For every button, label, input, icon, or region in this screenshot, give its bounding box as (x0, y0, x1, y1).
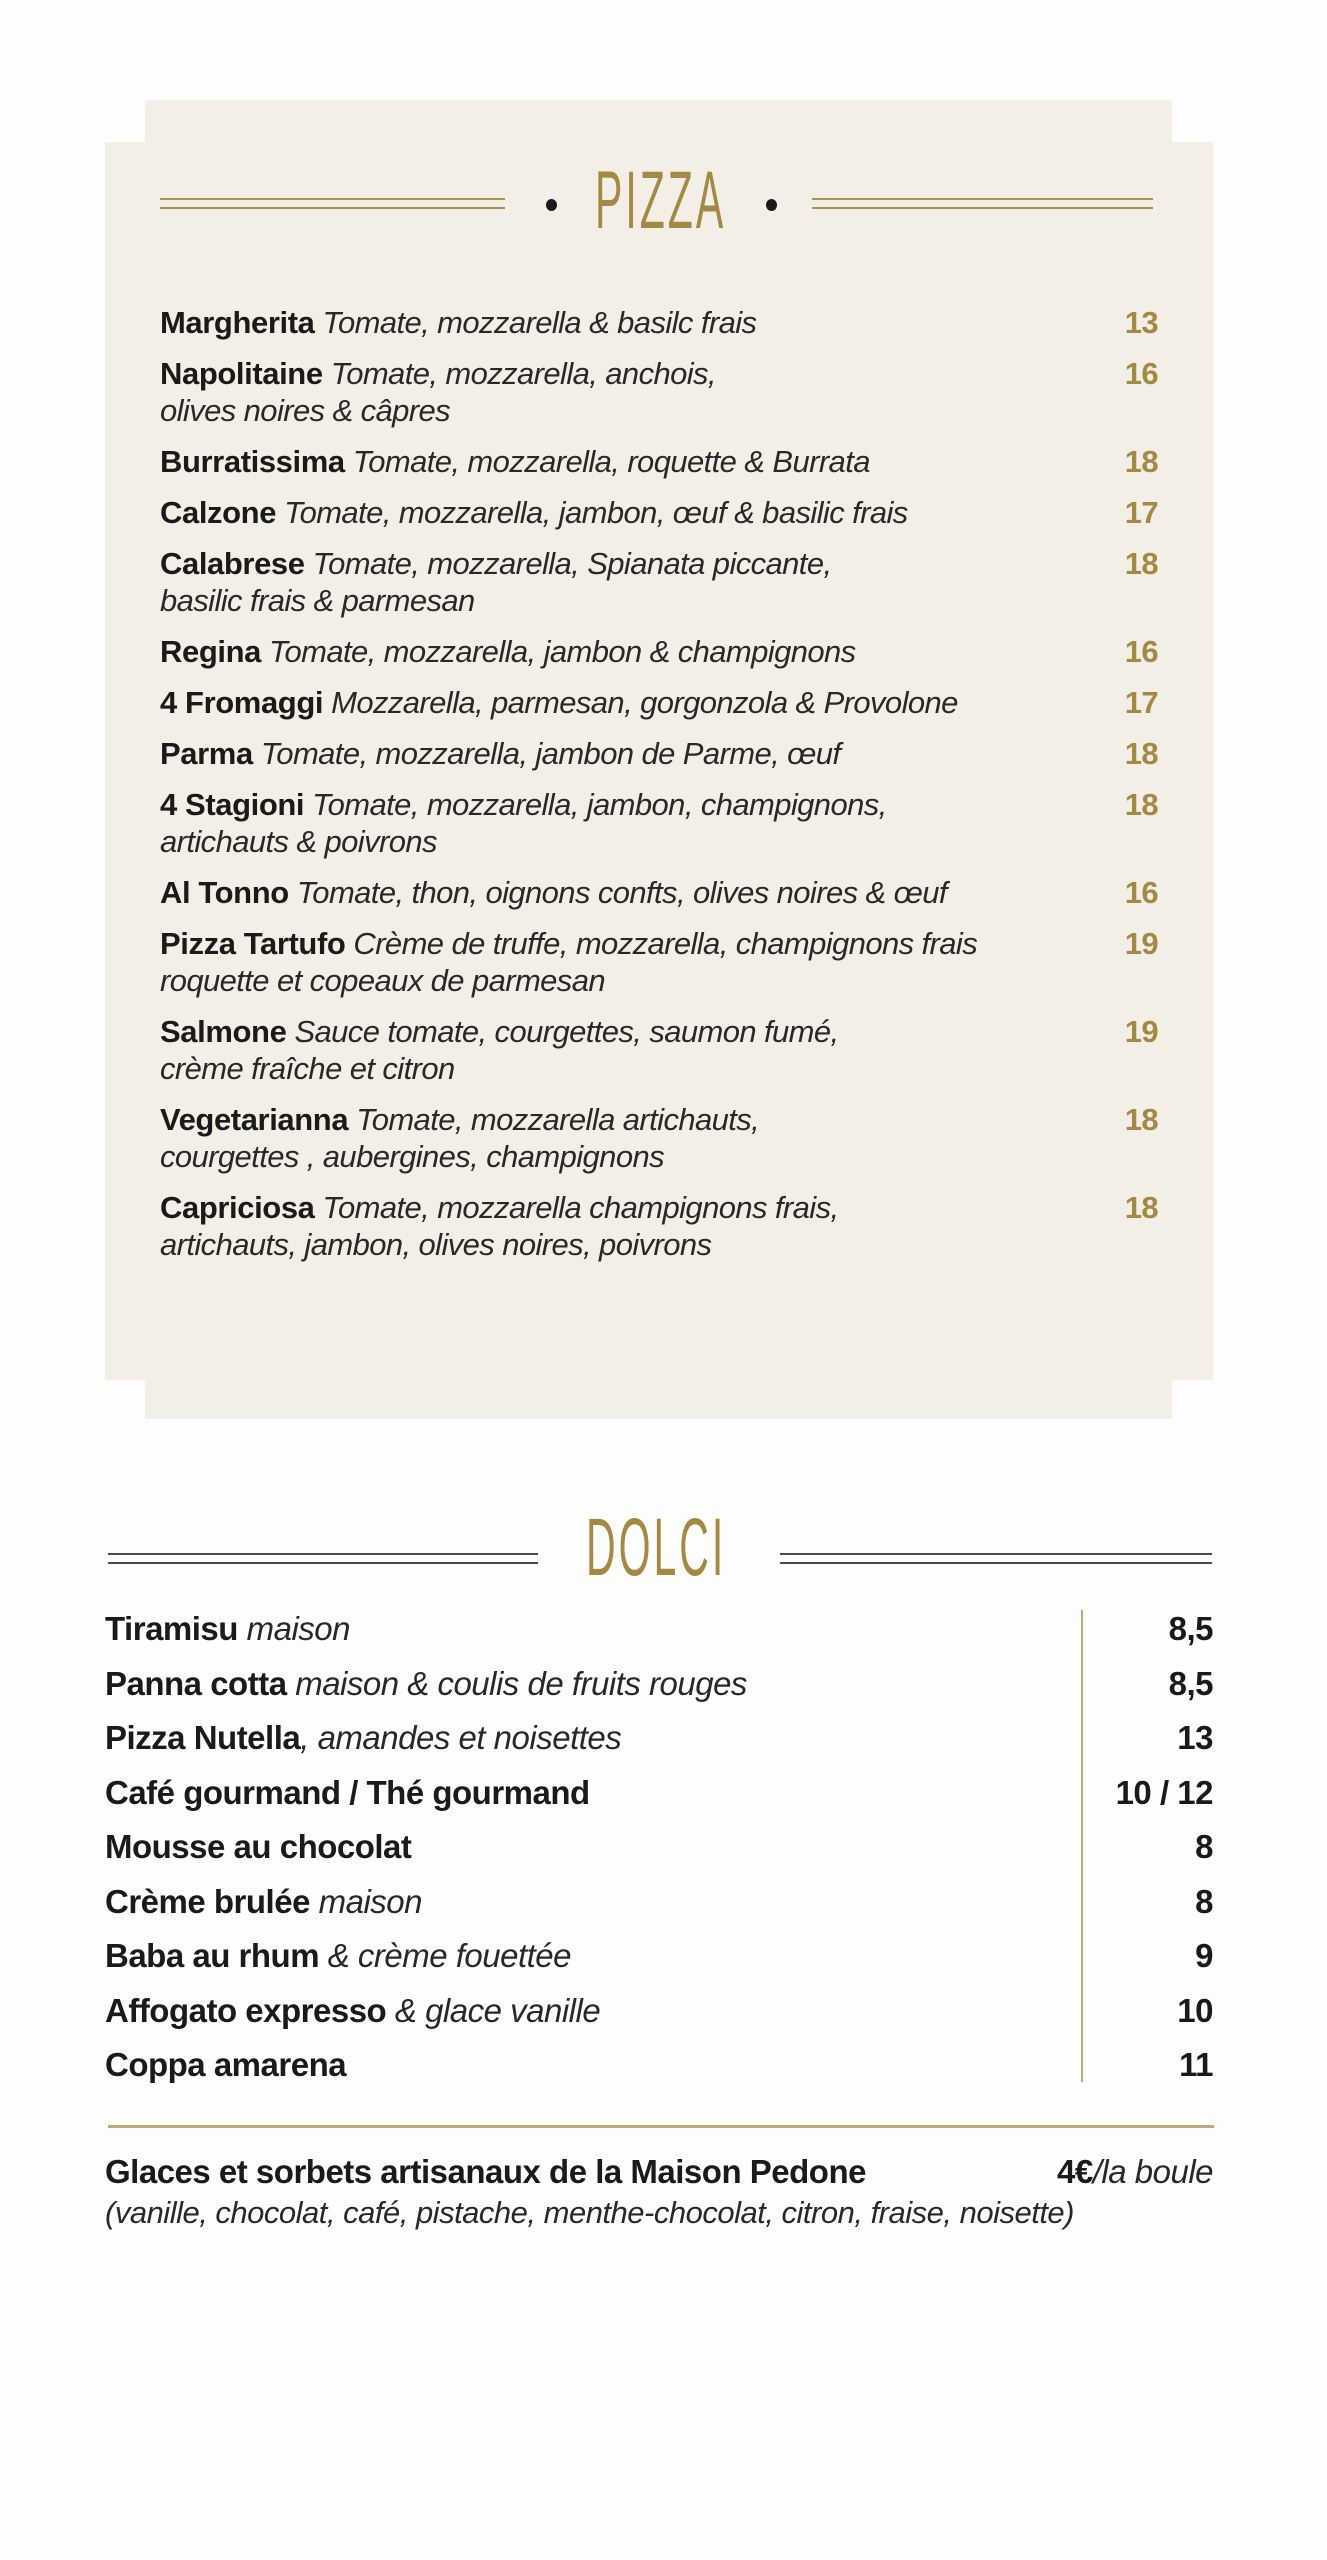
pizza-card-bottom-tab (145, 1378, 1172, 1419)
menu-item-4-fromaggi (160, 684, 1158, 721)
item-description: Tomate, mozzarella, Spianata piccante, (312, 546, 832, 581)
menu-item-vegetarianna (160, 1101, 1158, 1175)
menu-item-glaces-et-sorbets (105, 2150, 1213, 2232)
dolci-section-title: DOLCI (586, 1502, 727, 1593)
menu-item-capriciosa (160, 1189, 1158, 1263)
menu-item-burratissima (160, 443, 1158, 480)
item-description: maison (237, 1610, 351, 1647)
menu-item-al-tonno (160, 874, 1158, 911)
item-price: 19 (1124, 1014, 1158, 1049)
menu-item-affogato-expresso (105, 1989, 1213, 2044)
item-name: Napolitaine (160, 356, 323, 391)
item-description-line2: courgettes , aubergines, champignons (160, 1139, 665, 1174)
item-description-line2: olives noires & câpres (160, 393, 451, 428)
item-price: 13 (1124, 305, 1158, 340)
item-price: 13 (1177, 1719, 1213, 1756)
item-price: 16 (1124, 634, 1158, 669)
item-price: 18 (1124, 1190, 1158, 1225)
item-price: 8 (1195, 1882, 1213, 1920)
item-description-line2: crème fraîche et citron (160, 1051, 455, 1086)
item-price: 17 (1124, 685, 1158, 720)
price-amount: 4€ (1057, 2153, 1093, 2190)
item-name: Parma (160, 736, 253, 771)
menu-item-napolitaine (160, 355, 1158, 429)
item-description: Tomate, mozzarella artichauts, (356, 1102, 760, 1137)
item-price: 11 (1179, 2046, 1213, 2083)
item-name: Margherita (160, 305, 315, 340)
item-name: Crème brulée (105, 1882, 310, 1920)
flavor-list: (vanille, chocolat, café, pistache, menthe-chocolat, citron, fraise, noisette) (105, 2195, 1074, 2230)
item-name: Al Tonno (160, 875, 289, 910)
menu-item-pizza-nutella (105, 1716, 1213, 1771)
item-description: Mozzarella, parmesan, gorgonzola & Provolone (331, 685, 958, 720)
item-name: 4 Fromaggi (160, 685, 324, 720)
pizza-card-top-tab (145, 100, 1172, 144)
dolci-header-right-rule (780, 1553, 1212, 1564)
pizza-list (160, 304, 1158, 1277)
dolci-list (105, 1607, 1213, 2098)
item-name: Panna cotta (105, 1664, 287, 1702)
item-price: 10 (1177, 1991, 1213, 2029)
bullet-dot-icon (546, 199, 557, 211)
item-name: Burratissima (160, 444, 345, 479)
item-description: , amandes et noisettes (300, 1719, 622, 1756)
item-description-line2: basilic frais & parmesan (160, 583, 475, 618)
menu-item-coppa-amarena (105, 2043, 1213, 2098)
section-divider (108, 2125, 1214, 2128)
item-name: Calabrese (160, 546, 305, 581)
item-price: 9 (1195, 1937, 1213, 1974)
bullet-dot-icon (766, 199, 777, 211)
item-description: Sauce tomate, courgettes, saumon fumé, (294, 1014, 839, 1049)
pizza-section-title: PIZZA (595, 155, 727, 246)
item-name: Mousse au chocolat (105, 1828, 412, 1865)
pizza-header-left-rule (160, 198, 505, 209)
item-name: Regina (160, 634, 261, 669)
item-description-line2: artichauts, jambon, olives noires, poivrons (160, 1227, 712, 1262)
item-price: 18 (1124, 546, 1158, 581)
item-description: maison & coulis de fruits rouges (286, 1664, 747, 1702)
item-price: 18 (1124, 787, 1158, 822)
item-price: 16 (1124, 356, 1158, 391)
menu-item-mousse-au-chocolat (105, 1825, 1213, 1880)
menu-item-regina (160, 633, 1158, 670)
item-name: Glaces et sorbets artisanaux de la Maison Pedone (105, 2153, 866, 2190)
item-description: Crème de truffe, mozzarella, champignons frais (353, 926, 978, 961)
item-description-line2: roquette et copeaux de parmesan (160, 963, 605, 998)
item-description: & glace vanille (386, 1991, 601, 2029)
menu-item-tiramisu (105, 1607, 1213, 1662)
menu-item-margherita (160, 304, 1158, 341)
dolci-header-left-rule (108, 1553, 538, 1564)
item-name: Vegetarianna (160, 1102, 349, 1137)
menu-item-calabrese (160, 545, 1158, 619)
item-name: Café gourmand / Thé gourmand (105, 1773, 590, 1811)
item-name: Coppa amarena (105, 2046, 347, 2083)
item-price: 8,5 (1168, 1664, 1213, 1702)
item-description: Tomate, mozzarella, jambon de Parme, œuf (260, 736, 841, 771)
item-description: Tomate, mozzarella, roquette & Burrata (352, 444, 870, 479)
menu-item-pizza-tartufo (160, 925, 1158, 999)
item-name: Pizza Nutella (105, 1719, 301, 1756)
item-description: Tomate, thon, oignons confts, olives noires & œuf (296, 875, 947, 910)
item-description: Tomate, mozzarella, jambon & champignons (268, 634, 856, 669)
item-description: & crème fouettée (319, 1937, 572, 1974)
item-price: 18 (1124, 736, 1158, 771)
item-name: 4 Stagioni (160, 787, 305, 822)
item-price: 8 (1195, 1828, 1213, 1865)
menu-item-4-stagioni (160, 786, 1158, 860)
menu-item-creme-brulee (105, 1880, 1213, 1935)
item-price: 8,5 (1168, 1610, 1213, 1647)
item-description: Tomate, mozzarella champignons frais, (322, 1190, 839, 1225)
item-name: Tiramisu (105, 1610, 238, 1647)
menu-item-cafe-gourmand (105, 1771, 1213, 1826)
item-price (1057, 2150, 1213, 2194)
item-name: Pizza Tartufo (160, 926, 346, 961)
menu-item-panna-cotta (105, 1662, 1213, 1717)
item-price: 18 (1124, 1102, 1158, 1137)
pizza-header-right-rule (812, 198, 1153, 209)
item-description: Tomate, mozzarella, anchois, (330, 356, 716, 391)
item-price: 18 (1124, 444, 1158, 479)
item-name: Affogato expresso (105, 1991, 387, 2029)
menu-item-calzone (160, 494, 1158, 531)
item-name: Salmone (160, 1014, 287, 1049)
item-description: Tomate, mozzarella, jambon, champignons, (312, 787, 887, 822)
menu-item-parma (160, 735, 1158, 772)
price-unit: /la boule (1092, 2153, 1213, 2190)
item-name: Baba au rhum (105, 1937, 320, 1974)
item-description: Tomate, mozzarella & basilc frais (322, 305, 757, 340)
item-description: maison (309, 1882, 422, 1920)
item-price: 16 (1124, 875, 1158, 910)
menu-item-salmone (160, 1013, 1158, 1087)
item-description-line2: artichauts & poivrons (160, 824, 437, 859)
item-name: Calzone (160, 495, 277, 530)
item-price: 17 (1124, 495, 1158, 530)
item-price: 19 (1124, 926, 1158, 961)
item-price: 10 / 12 (1115, 1773, 1213, 1811)
menu-item-baba-au-rhum (105, 1934, 1213, 1989)
item-name: Capriciosa (160, 1190, 315, 1225)
item-description: Tomate, mozzarella, jambon, œuf & basilic frais (284, 495, 908, 530)
